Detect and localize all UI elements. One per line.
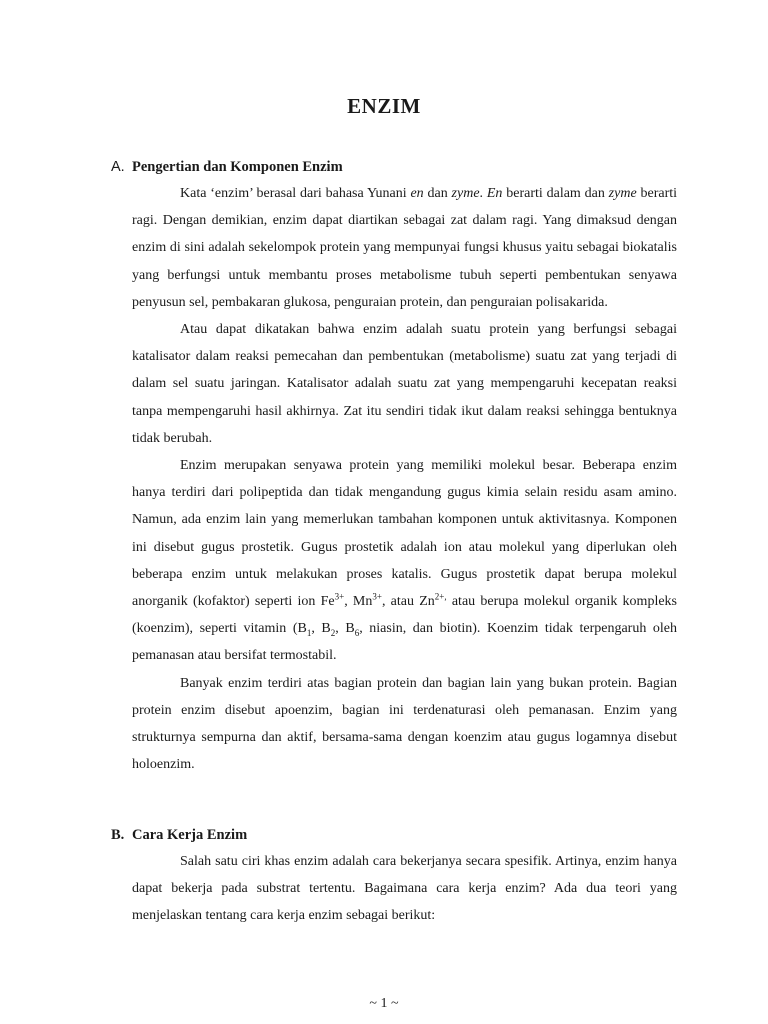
section-b-heading: [111, 825, 677, 845]
text-run: Enzim merupakan senyawa protein yang memiliki molekul besar. Beberapa enzim hanya terdiri dari polipeptida dan tidak mengandung gugus kimia selain residu asam amino. Namun, ada enzim lain yang memerlukan tambahan komponen untuk aktivitasnya. Komponen ini disebut gugus prostetik. Gugus prostetik adalah ion atau molekul yang diperlukan oleh beberapa enzim untuk melakukan proses katalis. Gugus prostetik dapat berupa molekul anorganik (kofaktor) seperti ion Fe: [132, 458, 677, 610]
section-b: [111, 825, 677, 930]
paragraph-a3: [132, 452, 677, 670]
text-run: , atau Zn: [381, 594, 435, 610]
text-run: , B: [335, 621, 355, 637]
text-run: , B: [311, 621, 331, 637]
italic-term: zyme: [451, 186, 480, 201]
page-number: ~ 1 ~: [369, 996, 399, 1011]
text-run: dan: [423, 186, 452, 201]
section-a-body: [132, 180, 677, 778]
subscript: 1: [306, 628, 312, 639]
superscript: 3+: [334, 591, 345, 602]
paragraph-b1: Salah satu ciri khas enzim adalah cara bekerjanya secara spesifik. Artinya, enzim hanya dapat bekerja pada substrat tertentu. Bagaimana cara kerja enzim? Ada dua teori yang menjelaskan tentang cara kerja enzim sebagai berikut:: [132, 854, 677, 924]
section-a-heading: [111, 157, 677, 177]
section-b-body: [132, 848, 677, 930]
paragraph-a1: [132, 180, 677, 316]
text-run: berarti ragi. Dengan demikian, enzim dapat diartikan sebagai zat dalam ragi. Yang dimaksud dengan enzim di sini adalah sekelompok protein yang mempunyai fungsi khusus yaitu sebagai biokatalis yang berfungsi untuk membantu proses metabolisme tubuh seperti pembentukan senyawa penyusun sel, pembakaran glukosa, penguraian protein, dan penguraian polisakarida.: [132, 186, 678, 310]
superscript: 2+,: [434, 591, 447, 602]
subscript: 2: [330, 628, 336, 639]
italic-term: En: [486, 186, 503, 201]
subscript: 6: [354, 628, 360, 639]
section-a: [111, 157, 677, 778]
text-run: , Mn: [344, 594, 373, 610]
text-run: .: [479, 186, 487, 201]
text-run: atau berupa molekul organik kompleks (koenzim), seperti vitamin (B: [132, 594, 677, 637]
section-a-marker: A.: [111, 159, 125, 175]
document-title: ENZIM: [347, 94, 421, 118]
text-run: Kata ‘enzim’ berasal dari bahasa Yunani: [180, 186, 411, 201]
paragraph-a4: Banyak enzim terdiri atas bagian protein dan bagian lain yang bukan protein. Bagian protein enzim disebut apoenzim, bagian ini terdenaturasi oleh pemanasan. Enzim yang strukturnya sempurna dan aktif, bersama-sama dengan koenzim atau gugus logamnya disebut holoenzim.: [132, 675, 677, 773]
superscript: 3+: [372, 591, 382, 602]
section-a-title: Pengertian dan Komponen Enzim: [132, 159, 343, 175]
section-b-title: Cara Kerja Enzim: [132, 827, 248, 843]
italic-term: en: [410, 186, 424, 201]
section-b-marker: B.: [111, 827, 125, 843]
text-run: berarti dalam dan: [502, 186, 609, 201]
italic-term: zyme: [608, 186, 637, 201]
paragraph-a2: Atau dapat dikatakan bahwa enzim adalah suatu protein yang berfungsi sebagai katalisator dalam reaksi pemecahan dan pembentukan (metabolisme) suatu zat yang terjadi di dalam sel suatu jaringan. Katalisator adalah suatu zat yang mempengaruhi kecepatan reaksi tanpa mempengaruhi hasil akhirnya. Zat itu sendiri tidak ikut dalam reaksi sehingga bentuknya tidak berubah.: [132, 322, 677, 446]
text-run: , niasin, dan biotin). Koenzim tidak terpengaruh oleh pemanasan atau bersifat termostabil.: [132, 621, 677, 664]
